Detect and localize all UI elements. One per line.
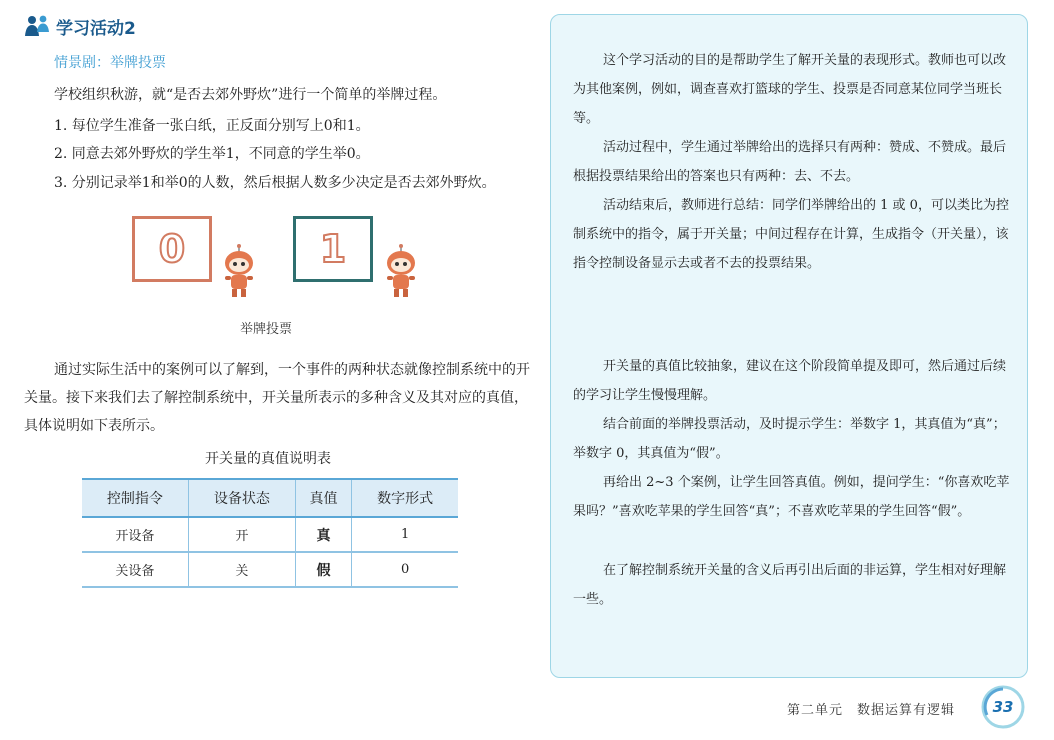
teacher-notes-panel xyxy=(550,14,1028,678)
column-header: 控制指令 xyxy=(82,479,188,517)
table-header-row xyxy=(82,479,458,517)
table-cell: 真 xyxy=(295,517,351,552)
table-cell: 假 xyxy=(295,552,351,587)
intro-text: 学校组织秋游，就“是否去郊外野炊”进行一个简单的举牌过程。 xyxy=(54,87,447,103)
table-row xyxy=(82,517,458,552)
table-cell: 关 xyxy=(188,552,295,587)
note-paragraph: 再给出 2~3 个案例，让学生回答真值。例如，提问学生：“你喜欢吃苹果吗？”喜欢吃苹果的学生回答“真”；不喜欢吃苹果的学生回答“假”。 xyxy=(573,475,1010,519)
table-cell: 关设备 xyxy=(82,552,188,587)
figure-caption: 举牌投票 xyxy=(240,322,293,337)
note-paragraph: 这个学习活动的目的是帮助学生了解开关量的表现形式。教师也可以改为其他案例，例如，调查喜欢打篮球的学生、投票是否同意某位同学当班长等。 xyxy=(573,53,1007,126)
step-1: 1. 每位学生准备一张白纸，正反面分别写上0和1。 xyxy=(54,118,370,134)
column-header: 数字形式 xyxy=(352,479,458,517)
table-cell: 1 xyxy=(352,517,458,552)
step-2: 2. 同意去郊外野炊的学生举1，不同意的学生举0。 xyxy=(54,146,370,162)
table-title: 开关量的真值说明表 xyxy=(205,451,331,467)
card-digit-0: 0 xyxy=(158,227,186,271)
scenario-title: 情景剧：举牌投票 xyxy=(54,55,166,71)
note-paragraph: 结合前面的举牌投票活动，及时提示学生：举数字 1，其真值为“真”；举数字 0，其真值为“假”。 xyxy=(573,417,1006,461)
unit-footer: 第二单元 数据运算有逻辑 xyxy=(787,703,956,718)
card-digit-1: 1 xyxy=(319,227,347,271)
robot-icon xyxy=(384,243,418,299)
table-cell: 0 xyxy=(352,552,458,587)
table-row xyxy=(82,552,458,587)
note-paragraph: 活动过程中，学生通过举牌给出的选择只有两种：赞成、不赞成。最后根据投票结果给出的答案也只有两种：去、不去。 xyxy=(573,140,1007,184)
note-paragraph: 活动结束后，教师进行总结：同学们举牌给出的 1 或 0，可以类比为控制系统中的指令，属于开关量；中间过程存在计算，生成指令（开关量），该指令控制设备显示去或者不去的投票结果。 xyxy=(573,198,1009,271)
activity-heading xyxy=(24,12,136,40)
note-paragraph: 开关量的真值比较抽象，建议在这个阶段简单提及即可，然后通过后续的学习让学生慢慢理解。 xyxy=(573,359,1007,403)
students-icon xyxy=(24,14,50,38)
column-header: 真值 xyxy=(295,479,351,517)
page-number: 33 xyxy=(992,698,1014,716)
column-header: 设备状态 xyxy=(188,479,295,517)
vote-card-1 xyxy=(293,216,373,282)
step-3: 3. 分别记录举1和举0的人数，然后根据人数多少决定是否去郊外野炊。 xyxy=(54,175,496,191)
table-cell: 开 xyxy=(188,517,295,552)
body-paragraph: 通过实际生活中的案例可以了解到，一个事件的两种状态就像控制系统中的开关量。接下来我们去了解控制系统中，开关量所表示的多种含义及其对应的真值，具体说明如下表所示。 xyxy=(24,362,530,434)
vote-card-0 xyxy=(132,216,212,282)
note-paragraph: 在了解控制系统开关量的含义后再引出后面的非运算，学生相对好理解一些。 xyxy=(573,563,1007,607)
activity-title: 学习活动2 xyxy=(56,18,136,39)
table-cell: 开设备 xyxy=(82,517,188,552)
truth-table xyxy=(82,478,458,588)
robot-icon xyxy=(222,243,256,299)
